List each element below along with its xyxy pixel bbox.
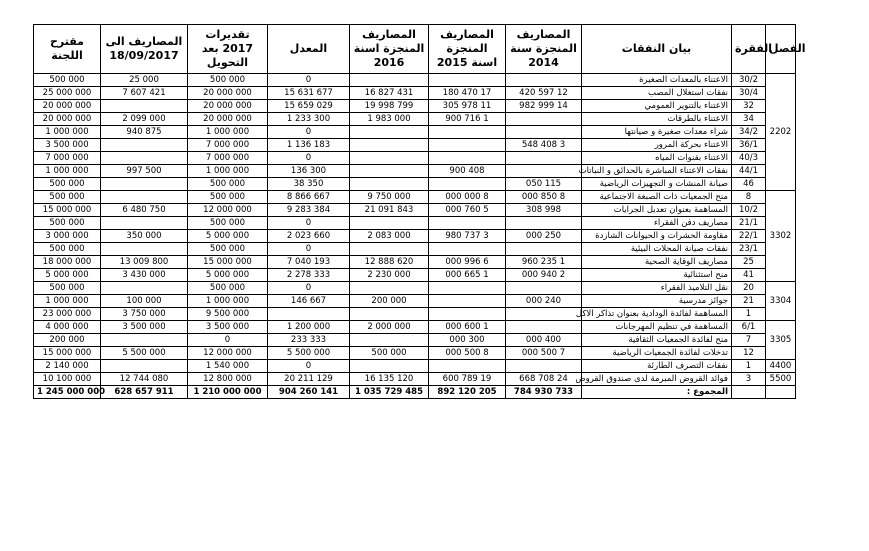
table-row bbox=[34, 347, 796, 360]
cell-average: 0 bbox=[268, 74, 350, 87]
header-estimate: تقديرات 2017 بعد التحويل bbox=[188, 25, 268, 74]
table-row bbox=[34, 204, 796, 217]
cell-description: منح استثنائية bbox=[582, 269, 732, 282]
cell-2016: 16 827 431 bbox=[350, 87, 429, 100]
cell-average: 1 233 300 bbox=[268, 113, 350, 126]
table-row bbox=[34, 308, 796, 321]
cell-description: المساهمة لفائدة الودادية بعنوان تذاكر الاكل bbox=[582, 308, 732, 321]
header-average: المعدل bbox=[268, 25, 350, 74]
cell-2015: 600 789 19 bbox=[429, 373, 506, 386]
cell-description: نفقات استغلال المصب bbox=[582, 87, 732, 100]
cell-2014 bbox=[506, 282, 582, 295]
cell-description: الاعتناء بالمعدات الصغيرة bbox=[582, 74, 732, 87]
cell-committee: 18 000 000 bbox=[34, 256, 101, 269]
header-article: الفقرة bbox=[732, 25, 766, 74]
total-spent: 628 657 911 bbox=[101, 386, 188, 399]
cell-article: 1 bbox=[732, 308, 766, 321]
cell-committee: 20 000 000 bbox=[34, 100, 101, 113]
cell-estimate: 500 000 bbox=[188, 282, 268, 295]
cell-2016 bbox=[350, 178, 429, 191]
cell-estimate: 3 500 000 bbox=[188, 321, 268, 334]
cell-2016: 2 000 000 bbox=[350, 321, 429, 334]
table-row bbox=[34, 139, 796, 152]
cell-2014 bbox=[506, 217, 582, 230]
header-spent: المصاريف الى 18/09/2017 bbox=[101, 25, 188, 74]
cell-estimate: 12 000 000 bbox=[188, 347, 268, 360]
cell-2016 bbox=[350, 139, 429, 152]
cell-committee: 10 100 000 bbox=[34, 373, 101, 386]
cell-description: منح الجمعيات ذات الصبغة الاجتماعية bbox=[582, 191, 732, 204]
cell-estimate: 500 000 bbox=[188, 217, 268, 230]
cell-committee: 500 000 bbox=[34, 243, 101, 256]
cell-spent bbox=[101, 152, 188, 165]
total-blank-chapter bbox=[766, 386, 796, 399]
cell-description: مصاريف دفن الفقراء bbox=[582, 217, 732, 230]
cell-committee: 15 000 000 bbox=[34, 347, 101, 360]
cell-2014: 000 250 bbox=[506, 230, 582, 243]
cell-committee: 1 000 000 bbox=[34, 295, 101, 308]
header-2016: المصاريف المنجزة اسنة 2016 bbox=[350, 25, 429, 74]
cell-spent: 997 500 bbox=[101, 165, 188, 178]
cell-estimate: 500 000 bbox=[188, 178, 268, 191]
cell-committee: 200 000 bbox=[34, 334, 101, 347]
cell-article: 32 bbox=[732, 100, 766, 113]
table-row bbox=[34, 165, 796, 178]
cell-estimate: 12 800 000 bbox=[188, 373, 268, 386]
cell-2016: 9 750 000 bbox=[350, 191, 429, 204]
cell-article: 44/1 bbox=[732, 165, 766, 178]
cell-description: نفقات التصرف الطارئة bbox=[582, 360, 732, 373]
cell-average: 1 136 183 bbox=[268, 139, 350, 152]
cell-description: منح لفائدة الجمعيات الثقافية bbox=[582, 334, 732, 347]
cell-2016 bbox=[350, 165, 429, 178]
cell-estimate: 1 000 000 bbox=[188, 165, 268, 178]
cell-spent bbox=[101, 282, 188, 295]
cell-2014 bbox=[506, 152, 582, 165]
cell-spent: 13 009 800 bbox=[101, 256, 188, 269]
cell-average: 8 866 667 bbox=[268, 191, 350, 204]
cell-spent: 5 500 000 bbox=[101, 347, 188, 360]
cell-article: 41 bbox=[732, 269, 766, 282]
table-row bbox=[34, 256, 796, 269]
cell-committee: 4 000 000 bbox=[34, 321, 101, 334]
cell-article: 21/1 bbox=[732, 217, 766, 230]
cell-spent: 940 875 bbox=[101, 126, 188, 139]
cell-2014: 982 999 14 bbox=[506, 100, 582, 113]
cell-2016: 2 230 000 bbox=[350, 269, 429, 282]
table-row bbox=[34, 321, 796, 334]
cell-spent: 25 000 bbox=[101, 74, 188, 87]
cell-article: 34/2 bbox=[732, 126, 766, 139]
cell-2015: 000 996 6 bbox=[429, 256, 506, 269]
cell-2016 bbox=[350, 126, 429, 139]
cell-2016: 2 083 000 bbox=[350, 230, 429, 243]
table-row bbox=[34, 230, 796, 243]
cell-description: تدخلات لفائدة الجمعيات الرياضية bbox=[582, 347, 732, 360]
header-row bbox=[34, 25, 796, 74]
cell-estimate: 5 000 000 bbox=[188, 230, 268, 243]
cell-article: 7 bbox=[732, 334, 766, 347]
cell-description: الاعتناء بالطرقات bbox=[582, 113, 732, 126]
cell-2016: 16 135 120 bbox=[350, 373, 429, 386]
cell-committee: 3 000 000 bbox=[34, 230, 101, 243]
cell-committee: 5 000 000 bbox=[34, 269, 101, 282]
cell-estimate: 20 000 000 bbox=[188, 113, 268, 126]
cell-2014: 000 400 bbox=[506, 334, 582, 347]
cell-2016 bbox=[350, 334, 429, 347]
cell-description: الاعتناء بالتنوير العمومي bbox=[582, 100, 732, 113]
cell-spent bbox=[101, 243, 188, 256]
cell-2014 bbox=[506, 321, 582, 334]
cell-2015 bbox=[429, 152, 506, 165]
cell-description: شراء معدات صغيرة و صيانتها bbox=[582, 126, 732, 139]
cell-description: مصاريف الوقاية الصحية bbox=[582, 256, 732, 269]
cell-estimate: 1 000 000 bbox=[188, 126, 268, 139]
cell-committee: 20 000 000 bbox=[34, 113, 101, 126]
cell-estimate: 1 000 000 bbox=[188, 295, 268, 308]
cell-2015: 900 408 bbox=[429, 165, 506, 178]
cell-2015 bbox=[429, 243, 506, 256]
cell-2015: 305 978 11 bbox=[429, 100, 506, 113]
cell-description: فوائد القروض المبرمة لدى صندوق القروض bbox=[582, 373, 732, 386]
cell-2015: 000 665 1 bbox=[429, 269, 506, 282]
cell-2014: 050 115 bbox=[506, 178, 582, 191]
table-row bbox=[34, 126, 796, 139]
cell-2015 bbox=[429, 74, 506, 87]
chapter-cell: 4400 bbox=[766, 360, 796, 373]
expenses-table bbox=[33, 24, 806, 399]
cell-average: 5 500 000 bbox=[268, 347, 350, 360]
cell-2014 bbox=[506, 360, 582, 373]
cell-article: 30/4 bbox=[732, 87, 766, 100]
table-row bbox=[34, 152, 796, 165]
total-committee: 1 245 000 000 bbox=[34, 386, 101, 399]
cell-2014: 960 235 1 bbox=[506, 256, 582, 269]
cell-estimate: 7 000 000 bbox=[188, 139, 268, 152]
chapter-cell: 3302 bbox=[766, 191, 796, 282]
table-row bbox=[34, 269, 796, 282]
cell-2015 bbox=[429, 126, 506, 139]
cell-spent bbox=[101, 139, 188, 152]
cell-article: 40/3 bbox=[732, 152, 766, 165]
cell-2014 bbox=[506, 74, 582, 87]
cell-average: 9 283 384 bbox=[268, 204, 350, 217]
cell-2015 bbox=[429, 178, 506, 191]
cell-2014: 420 597 12 bbox=[506, 87, 582, 100]
table-row bbox=[34, 100, 796, 113]
cell-description: نقل التلاميذ الفقراء bbox=[582, 282, 732, 295]
cell-committee: 500 000 bbox=[34, 282, 101, 295]
cell-estimate: 5 000 000 bbox=[188, 269, 268, 282]
table-row bbox=[34, 113, 796, 126]
cell-2015 bbox=[429, 217, 506, 230]
cell-average: 146 667 bbox=[268, 295, 350, 308]
cell-2016 bbox=[350, 217, 429, 230]
cell-estimate: 0 bbox=[188, 334, 268, 347]
cell-average: 0 bbox=[268, 126, 350, 139]
cell-average: 0 bbox=[268, 360, 350, 373]
header-committee: مقترح اللجنة bbox=[34, 25, 101, 74]
cell-article: 12 bbox=[732, 347, 766, 360]
cell-2015 bbox=[429, 295, 506, 308]
cell-estimate: 12 000 000 bbox=[188, 204, 268, 217]
cell-2015: 980 737 3 bbox=[429, 230, 506, 243]
cell-2014: 000 850 8 bbox=[506, 191, 582, 204]
cell-spent: 2 099 000 bbox=[101, 113, 188, 126]
cell-spent: 350 000 bbox=[101, 230, 188, 243]
cell-estimate: 500 000 bbox=[188, 243, 268, 256]
cell-2015 bbox=[429, 360, 506, 373]
cell-2016: 1 983 000 bbox=[350, 113, 429, 126]
cell-average: 0 bbox=[268, 152, 350, 165]
cell-2015: 000 760 5 bbox=[429, 204, 506, 217]
cell-average bbox=[268, 308, 350, 321]
table-row bbox=[34, 334, 796, 347]
cell-committee: 23 000 000 bbox=[34, 308, 101, 321]
total-2016: 1 035 729 485 bbox=[350, 386, 429, 399]
table-row bbox=[34, 191, 796, 204]
cell-2014: 000 240 bbox=[506, 295, 582, 308]
cell-2014 bbox=[506, 165, 582, 178]
cell-spent bbox=[101, 217, 188, 230]
cell-description: نفقات صيانة المحلات البيئية bbox=[582, 243, 732, 256]
cell-spent: 3 430 000 bbox=[101, 269, 188, 282]
cell-2014: 000 500 7 bbox=[506, 347, 582, 360]
header-chapter: الفصل bbox=[766, 25, 796, 74]
cell-2016: 19 998 799 bbox=[350, 100, 429, 113]
cell-article: 10/2 bbox=[732, 204, 766, 217]
cell-committee: 3 500 000 bbox=[34, 139, 101, 152]
cell-estimate: 500 000 bbox=[188, 191, 268, 204]
cell-article: 1 bbox=[732, 360, 766, 373]
cell-committee: 15 000 000 bbox=[34, 204, 101, 217]
cell-2016: 21 091 843 bbox=[350, 204, 429, 217]
cell-2015 bbox=[429, 139, 506, 152]
cell-committee: 500 000 bbox=[34, 178, 101, 191]
total-estimate: 1 210 000 000 bbox=[188, 386, 268, 399]
cell-2014 bbox=[506, 243, 582, 256]
cell-2014 bbox=[506, 308, 582, 321]
total-label: المجموع : bbox=[582, 386, 732, 399]
table-row bbox=[34, 373, 796, 386]
cell-description: جوائز مدرسية bbox=[582, 295, 732, 308]
cell-spent: 7 607 421 bbox=[101, 87, 188, 100]
cell-description: المساهمة في تنظيم المهرجانات bbox=[582, 321, 732, 334]
cell-2016 bbox=[350, 360, 429, 373]
cell-article: 34 bbox=[732, 113, 766, 126]
cell-average: 7 040 193 bbox=[268, 256, 350, 269]
cell-article: 25 bbox=[732, 256, 766, 269]
cell-2014: 308 998 bbox=[506, 204, 582, 217]
cell-article: 46 bbox=[732, 178, 766, 191]
total-average: 904 260 141 bbox=[268, 386, 350, 399]
cell-description: المساهمة بعنوان تعديل الجرايات bbox=[582, 204, 732, 217]
cell-committee: 1 000 000 bbox=[34, 165, 101, 178]
cell-2016 bbox=[350, 308, 429, 321]
cell-estimate: 20 000 000 bbox=[188, 100, 268, 113]
cell-average: 20 211 129 bbox=[268, 373, 350, 386]
table-row bbox=[34, 282, 796, 295]
cell-committee: 500 000 bbox=[34, 74, 101, 87]
cell-2016 bbox=[350, 243, 429, 256]
cell-committee: 1 000 000 bbox=[34, 126, 101, 139]
cell-article: 8 bbox=[732, 191, 766, 204]
chapter-cell: 5500 bbox=[766, 373, 796, 386]
cell-average: 0 bbox=[268, 217, 350, 230]
cell-spent: 3 500 000 bbox=[101, 321, 188, 334]
cell-estimate: 500 000 bbox=[188, 74, 268, 87]
cell-average: 15 631 677 bbox=[268, 87, 350, 100]
cell-2015: 180 470 17 bbox=[429, 87, 506, 100]
table-row bbox=[34, 217, 796, 230]
cell-spent: 100 000 bbox=[101, 295, 188, 308]
cell-committee: 25 000 000 bbox=[34, 87, 101, 100]
cell-average: 1 200 000 bbox=[268, 321, 350, 334]
cell-description: صيانة المنشات و التجهيزات الرياضية bbox=[582, 178, 732, 191]
cell-average: 2 023 660 bbox=[268, 230, 350, 243]
table-row bbox=[34, 360, 796, 373]
cell-estimate: 15 000 000 bbox=[188, 256, 268, 269]
cell-2016: 200 000 bbox=[350, 295, 429, 308]
cell-2016 bbox=[350, 282, 429, 295]
table-row bbox=[34, 295, 796, 308]
cell-spent bbox=[101, 360, 188, 373]
cell-description: الاعتناء بحركة المرور bbox=[582, 139, 732, 152]
total-blank-article bbox=[732, 386, 766, 399]
cell-spent bbox=[101, 100, 188, 113]
cell-average: 136 300 bbox=[268, 165, 350, 178]
cell-2014: 000 940 2 bbox=[506, 269, 582, 282]
budget-sheet bbox=[33, 24, 806, 474]
cell-2014 bbox=[506, 113, 582, 126]
table-row bbox=[34, 243, 796, 256]
cell-average: 2 278 333 bbox=[268, 269, 350, 282]
table-row bbox=[34, 178, 796, 191]
header-2015: المصاريف المنجزة اسنة 2015 bbox=[429, 25, 506, 74]
cell-description: مقاومة الحشرات و الحيوانات الشاردة bbox=[582, 230, 732, 243]
cell-estimate: 9 500 000 bbox=[188, 308, 268, 321]
cell-spent: 12 744 080 bbox=[101, 373, 188, 386]
cell-description: نفقات الاعتناء المباشرة بالحدائق و النباتات bbox=[582, 165, 732, 178]
cell-committee: 7 000 000 bbox=[34, 152, 101, 165]
cell-2016: 500 000 bbox=[350, 347, 429, 360]
chapter-cell: 3304 bbox=[766, 282, 796, 321]
cell-committee: 500 000 bbox=[34, 217, 101, 230]
cell-average: 0 bbox=[268, 243, 350, 256]
cell-2015 bbox=[429, 282, 506, 295]
cell-spent: 6 480 750 bbox=[101, 204, 188, 217]
chapter-cell: 3305 bbox=[766, 321, 796, 360]
cell-2015: 000 500 8 bbox=[429, 347, 506, 360]
cell-average: 233 333 bbox=[268, 334, 350, 347]
total-row bbox=[34, 386, 796, 399]
cell-2016: 12 888 620 bbox=[350, 256, 429, 269]
cell-article: 20 bbox=[732, 282, 766, 295]
cell-article: 3 bbox=[732, 373, 766, 386]
cell-spent bbox=[101, 191, 188, 204]
cell-average: 38 350 bbox=[268, 178, 350, 191]
chapter-cell: 2202 bbox=[766, 74, 796, 191]
table-row bbox=[34, 87, 796, 100]
cell-estimate: 1 540 000 bbox=[188, 360, 268, 373]
cell-estimate: 20 000 000 bbox=[188, 87, 268, 100]
cell-article: 36/1 bbox=[732, 139, 766, 152]
cell-2015: 000 600 1 bbox=[429, 321, 506, 334]
total-2014: 784 930 733 bbox=[506, 386, 582, 399]
cell-estimate: 7 000 000 bbox=[188, 152, 268, 165]
cell-2015: 000 300 bbox=[429, 334, 506, 347]
total-2015: 892 120 205 bbox=[429, 386, 506, 399]
cell-spent: 3 750 000 bbox=[101, 308, 188, 321]
cell-2014: 548 408 3 bbox=[506, 139, 582, 152]
cell-average: 0 bbox=[268, 282, 350, 295]
cell-2014: 668 708 24 bbox=[506, 373, 582, 386]
cell-spent bbox=[101, 334, 188, 347]
cell-article: 30/2 bbox=[732, 74, 766, 87]
cell-description: الاعتناء بقنوات المياه bbox=[582, 152, 732, 165]
cell-spent bbox=[101, 178, 188, 191]
cell-2015 bbox=[429, 308, 506, 321]
cell-2016 bbox=[350, 74, 429, 87]
cell-2015: 900 716 1 bbox=[429, 113, 506, 126]
cell-2014 bbox=[506, 126, 582, 139]
cell-article: 21 bbox=[732, 295, 766, 308]
cell-article: 22/1 bbox=[732, 230, 766, 243]
table-row bbox=[34, 74, 796, 87]
header-2014: المصاريف المنجزة سنة 2014 bbox=[506, 25, 582, 74]
cell-article: 23/1 bbox=[732, 243, 766, 256]
cell-2016 bbox=[350, 152, 429, 165]
table-body bbox=[34, 74, 796, 386]
cell-committee: 500 000 bbox=[34, 191, 101, 204]
cell-average: 15 659 029 bbox=[268, 100, 350, 113]
cell-2015: 000 000 8 bbox=[429, 191, 506, 204]
cell-article: 6/1 bbox=[732, 321, 766, 334]
header-description: بيان النفقات bbox=[582, 25, 732, 74]
cell-committee: 2 140 000 bbox=[34, 360, 101, 373]
